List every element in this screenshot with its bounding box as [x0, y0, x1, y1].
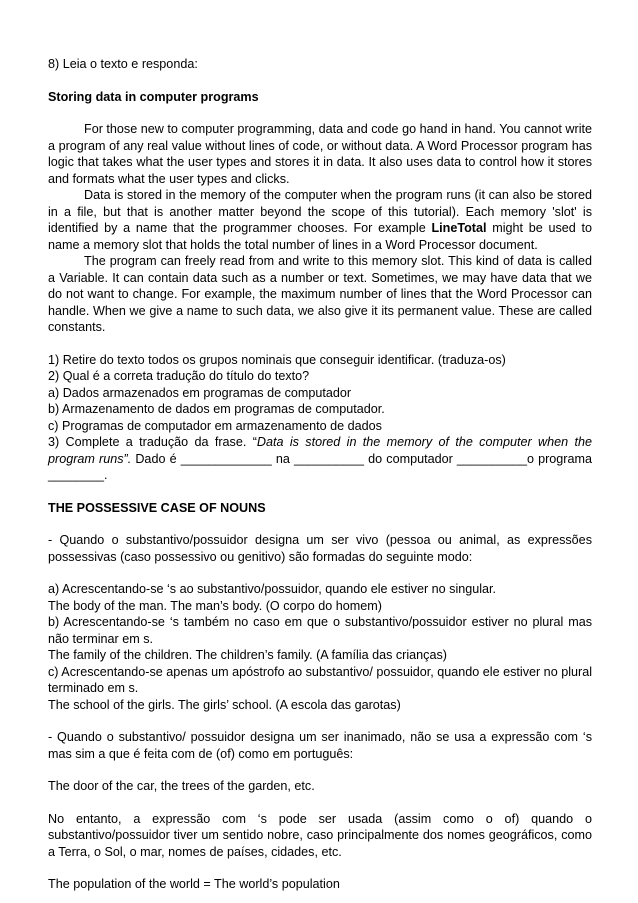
question-3-quote: Data is stored in the memory of the computer when the program runs”. [48, 435, 592, 466]
example-b: The family of the children. The children’s family. (A família das crianças) [48, 648, 447, 662]
example-a: The body of the man. The man’s body. (O corpo do homem) [48, 598, 382, 613]
question-3 [48, 434, 592, 484]
paragraph-2 [48, 187, 592, 253]
question-2-option-b: b) Armazenamento de dados em programas de computador. [48, 402, 385, 416]
question-2-option-c: c) Programas de computador em armazenamento de dados [48, 418, 382, 433]
inanimate-rule: - Quando o substantivo/ possuidor designa um ser inanimado, não se usa a expressão com ‘s mas sim a que é feita com de (of) como em português: [48, 730, 592, 761]
paragraph-2-text-end: might be used to name a memory slot that holds the total number of lines in a Word Processor document. [48, 221, 592, 252]
possessive-intro: - Quando o substantivo/possuidor designa um ser vivo (pessoa ou animal, as expressões possessivas (caso possessivo ou genitivo) são formadas do seguinte modo: [48, 533, 592, 564]
question-2: 2) Qual é a correta tradução do título do texto? [48, 369, 310, 383]
question-1: 1) Retire do texto todos os grupos nominais que conseguir identificar. (traduza-os) [48, 352, 506, 367]
final-example: The population of the world = The world’s population [48, 877, 340, 891]
rule-b: b) Acrescentando-se ‘s também no caso em que o substantivo/possuidor estiver no plural mas não terminar em s. [48, 615, 592, 646]
paragraph-2-linetotal: LineTotal [431, 221, 487, 235]
paragraph-3: The program can freely read from and write to this memory slot. This kind of data is called a Variable. It can contain data such as a number or text. Sometimes, we may have data that we do not want to change. For example, the maximum number of lines that the Word Processor can handle. When we give a name to such data, we also give it its permanent value. These are called constants. [48, 254, 592, 334]
question-3-blanks: Dado é _____________ na __________ do computador __________o programa ________. [48, 451, 592, 482]
inanimate-example: The door of the car, the trees of the garden, etc. [48, 779, 315, 793]
rule-c: c) Acrescentando-se apenas um apóstrofo ao substantivo/ possuidor, quando ele estiver no plural terminado em s. [48, 664, 592, 695]
document-page [48, 56, 592, 893]
exception-rule: No entanto, a expressão com ‘s pode ser usada (assim como o of) quando o substantivo/possuidor tiver um sentido nobre, caso principalmente dos nomes geográficos, como a Terra, o Sol, o mar, nomes de países, cidades, etc. [48, 811, 592, 859]
question-8-heading: 8) Leia o texto e responda: [48, 57, 198, 71]
paragraph-2-text: Data is stored in the memory of the computer when the program runs (it can also be stored in a file, but that is another matter beyond the scope of this tutorial). Each memory 'slot' is identified by a name that the programmer chooses. For example [48, 188, 592, 235]
rule-a: a) Acrescentando-se ‘s ao substantivo/possuidor, quando ele estiver no singular. [48, 582, 497, 596]
possessive-case-heading: THE POSSESSIVE CASE OF NOUNS [48, 500, 266, 515]
question-2-option-a: a) Dados armazenados em programas de computador [48, 385, 352, 400]
paragraph-1: For those new to computer programming, data and code go hand in hand. You cannot write a program of any real value without lines of code, or without data. A Word Processor program has logic that takes what the user types and stores it in data. It also uses data to control how it stores and formats what the user types and clicks. [48, 122, 592, 186]
example-c: The school of the girls. The girls’ school. (A escola das garotas) [48, 697, 401, 712]
question-3-prompt: 3) Complete a tradução da frase. “ [48, 435, 257, 449]
text-title: Storing data in computer programs [48, 89, 259, 104]
